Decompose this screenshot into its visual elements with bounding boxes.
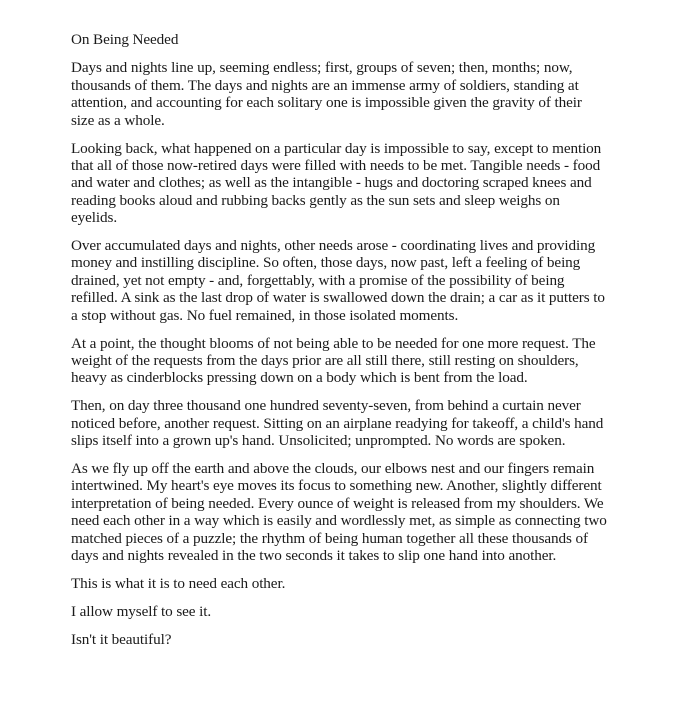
paragraph-9 — [71, 631, 671, 648]
text-line: Over accumulated days and nights, other needs arose - coordinating lives and providing — [71, 237, 596, 255]
text-line: days and nights revealed in the two seconds it takes to slip one hand into another. — [71, 547, 557, 565]
text-line: Days and nights line up, seeming endless; first, groups of seven; then, months; now, — [71, 59, 573, 77]
text-line: need each other in a way which is easily and wordlessly met, as simple as connecting two — [71, 512, 607, 530]
text-line: a stop without gas. No fuel remained, in those isolated moments. — [71, 306, 459, 324]
text-line: heavy as cinderblocks pressing down on a body which is bent from the load. — [71, 369, 528, 387]
paragraph-5 — [71, 397, 671, 449]
text-line: slips itself into a grown up's hand. Unsolicited; unprompted. No words are spoken. — [71, 432, 566, 450]
paragraph-7 — [71, 575, 671, 592]
text-line: I allow myself to see it. — [71, 602, 212, 620]
text-line: intertwined. My heart's eye moves its focus to something new. Another, slightly different — [71, 477, 602, 495]
text-line: attention, and accounting for each solitary one is impossible given the gravity of their — [71, 94, 582, 112]
text-line: thousands of them. The days and nights are an immense army of soldiers, standing at — [71, 76, 579, 94]
text-line: Isn't it beautiful? — [71, 630, 172, 648]
text-line: Looking back, what happened on a particular day is impossible to say, except to mention — [71, 139, 602, 157]
paragraph-2 — [71, 140, 671, 227]
text-line: refilled. A sink as the last drop of water is swallowed down the drain; a car as it putters to — [71, 289, 605, 307]
document-page — [71, 31, 671, 659]
text-line: size as a whole. — [71, 111, 165, 129]
text-line: matched pieces of a puzzle; the rhythm of being human together all these thousands of — [71, 529, 588, 547]
text-line: and water and clothes; as well as the intangible - hugs and doctoring scraped knees and — [71, 174, 592, 192]
paragraph-6 — [71, 460, 671, 564]
text-line: weight of the requests from the days prior are all still there, still resting on shoulders, — [71, 352, 579, 369]
paragraph-1 — [71, 59, 671, 129]
document-title: On Being Needed — [71, 31, 179, 48]
text-line: This is what it is to need each other. — [71, 574, 286, 592]
text-line: As we fly up off the earth and above the clouds, our elbows nest and our fingers remain — [71, 460, 595, 478]
text-line: reading books aloud and rubbing backs gently as the sun sets and sleep weighs on — [71, 191, 560, 209]
text-line: At a point, the thought blooms of not being able to be needed for one more request. The — [71, 334, 596, 352]
paragraph-4 — [71, 335, 671, 387]
paragraph-8 — [71, 603, 671, 620]
text-line: money and instilling discipline. So often, those days, now past, left a feeling of being — [71, 254, 581, 272]
text-line: that all of those now-retired days were filled with needs to be met. Tangible needs - food — [71, 156, 601, 174]
text-line: Then, on day three thousand one hundred seventy-seven, from behind a curtain never — [71, 397, 581, 415]
text-line: eyelids. — [71, 209, 118, 227]
text-line: noticed before, another request. Sitting on an airplane readying for takeoff, a child's hand — [71, 414, 604, 432]
text-line: drained, yet not empty - and, forgettably, with a promise of the possibility of being — [71, 271, 565, 289]
text-line: interpretation of being needed. Every ounce of weight is released from my shoulders. We — [71, 494, 604, 512]
paragraph-3 — [71, 237, 671, 324]
